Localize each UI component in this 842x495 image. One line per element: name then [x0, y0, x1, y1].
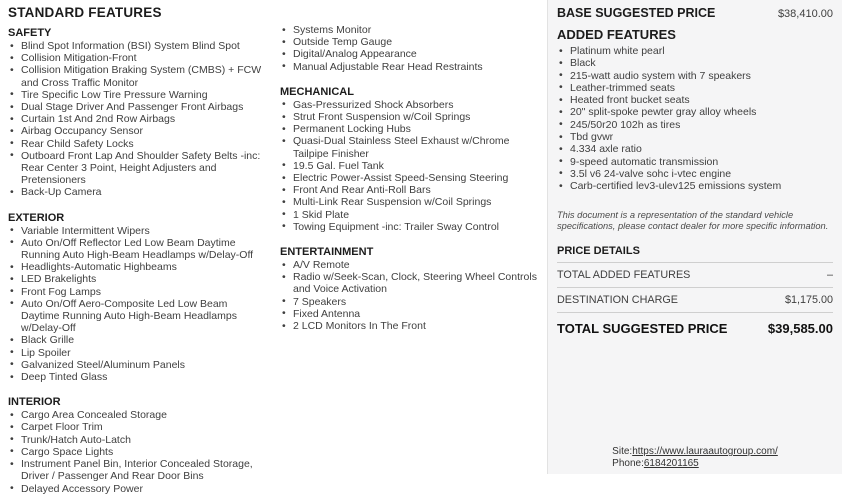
feature-item: • Deep Tinted Glass — [8, 371, 268, 383]
added-feature-item: • 215-watt audio system with 7 speakers — [557, 70, 833, 82]
added-feature-item: • 20" split-spoke pewter gray alloy wheels — [557, 106, 833, 118]
price-details-heading: PRICE DETAILS — [557, 241, 833, 263]
feature-item: • Auto On/Off Aero-Composite Led Low Beam Daytime Running Auto High-Beam Headlamps w/Delay-Off — [8, 298, 268, 335]
feature-item: • LED Brakelights — [8, 273, 268, 285]
feature-item: • 2 LCD Monitors In The Front — [280, 320, 542, 332]
feature-item: • Black Grille — [8, 334, 268, 346]
feature-item: • Lip Spoiler — [8, 347, 268, 359]
feature-section — [280, 86, 542, 233]
feature-item: • Blind Spot Information (BSI) System Blind Spot — [8, 40, 268, 52]
added-feature-item: • Platinum white pearl — [557, 45, 833, 57]
destination-charge-row — [557, 288, 833, 313]
section-heading: INTERIOR — [8, 396, 61, 409]
added-feature-item: • Carb-certified lev3-ulev125 emissions system — [557, 180, 833, 192]
feature-item: • Rear Child Safety Locks — [8, 138, 268, 150]
feature-item: • Outboard Front Lap And Shoulder Safety Belts -inc: Rear Center 3 Point, Height Adjusters and Pretensioners — [8, 150, 268, 187]
feature-item: • Variable Intermittent Wipers — [8, 225, 268, 237]
feature-item: • Curtain 1st And 2nd Row Airbags — [8, 113, 268, 125]
feature-item: • A/V Remote — [280, 259, 542, 271]
feature-item: • Systems Monitor — [280, 24, 542, 36]
section-heading: EXTERIOR — [8, 211, 65, 224]
feature-item: • Gas-Pressurized Shock Absorbers — [280, 99, 542, 111]
features-column-2 — [280, 24, 542, 332]
base-price-value: $38,410.00 — [777, 8, 833, 20]
site-link[interactable]: https://www.lauraautogroup.com/ — [632, 446, 778, 457]
feature-item: • Collision Mitigation-Front — [8, 52, 268, 64]
feature-item: • 1 Skid Plate — [280, 209, 542, 221]
section-heading: SAFETY — [8, 27, 52, 39]
feature-list — [280, 99, 542, 233]
added-feature-item: • Tbd gvwr — [557, 131, 833, 143]
total-suggested-price-row — [557, 313, 833, 344]
feature-item: • Manual Adjustable Rear Head Restraints — [280, 61, 542, 73]
feature-item: • Front Fog Lamps — [8, 286, 268, 298]
feature-item: • Cargo Area Concealed Storage — [8, 409, 268, 421]
total-added-features-label: TOTAL ADDED FEATURES — [557, 268, 691, 281]
feature-item: • 19.5 Gal. Fuel Tank — [280, 160, 542, 172]
feature-section — [280, 24, 542, 73]
section-heading: MECHANICAL — [280, 85, 354, 98]
feature-item: • Instrument Panel Bin, Interior Concealed Storage, Driver / Passenger And Rear Door Bins — [8, 458, 268, 482]
feature-item: • Digital/Analog Appearance — [280, 48, 542, 60]
feature-item: • Cargo Space Lights — [8, 446, 268, 458]
feature-item: • Galvanized Steel/Aluminum Panels — [8, 359, 268, 371]
dealer-contact-inner — [612, 446, 778, 470]
features-column-1-sections — [8, 27, 268, 495]
feature-item: • Headlights-Automatic Highbeams — [8, 261, 268, 273]
added-feature-item: • Heated front bucket seats — [557, 94, 833, 106]
disclaimer-text: This document is a representation of the standard vehicle specifications, please contact dealer for more specific information. — [557, 209, 829, 231]
section-heading: ENTERTAINMENT — [280, 246, 374, 259]
feature-item: • Trunk/Hatch Auto-Latch — [8, 434, 268, 446]
added-feature-item: • 245/50r20 102h as tires — [557, 119, 833, 131]
destination-charge-value: $1,175.00 — [784, 293, 833, 306]
feature-item: • Auto On/Off Reflector Led Low Beam Daytime Running Auto High-Beam Headlamps w/Delay-Off — [8, 237, 268, 261]
feature-item: • Tire Specific Low Tire Pressure Warning — [8, 89, 268, 101]
feature-item: • Outside Temp Gauge — [280, 36, 542, 48]
feature-section — [8, 212, 268, 384]
feature-item: • Multi-Link Rear Suspension w/Coil Springs — [280, 196, 542, 208]
feature-list — [8, 40, 268, 199]
phone-label: Phone: — [612, 458, 644, 469]
feature-item: • Quasi-Dual Stainless Steel Exhaust w/Chrome Tailpipe Finisher — [280, 135, 542, 159]
feature-section — [280, 246, 542, 332]
features-column-1 — [8, 4, 268, 495]
feature-item: • Strut Front Suspension w/Coil Springs — [280, 111, 542, 123]
feature-item: • Carpet Floor Trim — [8, 421, 268, 433]
feature-list — [8, 409, 268, 494]
dealer-contact — [548, 446, 842, 470]
feature-list — [280, 259, 542, 332]
feature-item: • Back-Up Camera — [8, 186, 268, 198]
feature-list — [8, 225, 268, 384]
feature-item: • Radio w/Seek-Scan, Clock, Steering Wheel Controls and Voice Activation — [280, 271, 542, 295]
added-feature-item: • Black — [557, 57, 833, 69]
feature-item: • Collision Mitigation Braking System (CMBS) + FCW and Cross Traffic Monitor — [8, 64, 268, 88]
total-added-features-row — [557, 263, 833, 288]
feature-item: • Electric Power-Assist Speed-Sensing Steering — [280, 172, 542, 184]
added-feature-item: • 3.5l v6 24-valve sohc i-vtec engine — [557, 168, 833, 180]
site-label: Site: — [612, 446, 633, 457]
total-suggested-price-value: $39,585.00 — [767, 320, 833, 336]
base-price-row — [557, 6, 833, 20]
feature-item: • Towing Equipment -inc: Trailer Sway Control — [280, 221, 542, 233]
page-title: STANDARD FEATURES — [8, 5, 162, 20]
feature-item: • 7 Speakers — [280, 296, 542, 308]
base-price-label: BASE SUGGESTED PRICE — [557, 6, 716, 20]
feature-section — [8, 27, 268, 199]
features-column-2-sections — [280, 24, 542, 332]
pricing-panel — [547, 0, 842, 474]
feature-item: • Airbag Occupancy Sensor — [8, 125, 268, 137]
feature-item: • Permanent Locking Hubs — [280, 123, 542, 135]
phone-link[interactable]: 6184201165 — [643, 458, 699, 469]
feature-list — [280, 24, 542, 73]
added-feature-item: • Leather-trimmed seats — [557, 82, 833, 94]
added-features-list — [557, 45, 833, 193]
total-added-features-value: – — [826, 268, 833, 281]
destination-charge-label: DESTINATION CHARGE — [557, 293, 678, 306]
added-features-heading: ADDED FEATURES — [557, 27, 676, 42]
total-suggested-price-label: TOTAL SUGGESTED PRICE — [557, 320, 728, 336]
feature-item: • Dual Stage Driver And Passenger Front Airbags — [8, 101, 268, 113]
feature-item: • Front And Rear Anti-Roll Bars — [280, 184, 542, 196]
added-feature-item: • 4.334 axle ratio — [557, 143, 833, 155]
feature-section — [8, 396, 268, 494]
added-feature-item: • 9-speed automatic transmission — [557, 156, 833, 168]
feature-item: • Delayed Accessory Power — [8, 483, 268, 495]
feature-item: • Fixed Antenna — [280, 308, 542, 320]
